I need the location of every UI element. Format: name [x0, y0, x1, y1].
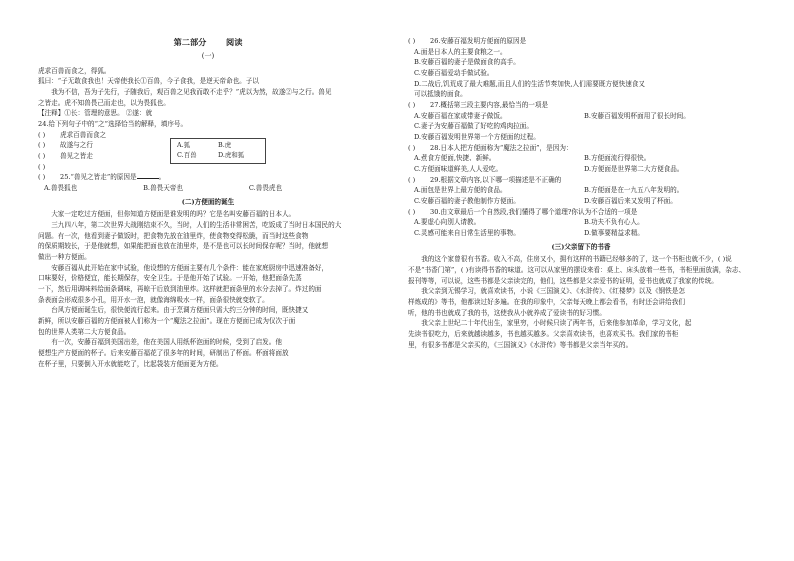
box-option: A.狐	[177, 140, 191, 149]
q24-item: ( ) 兽见之皆走	[38, 151, 93, 160]
passage-line: 之皆走。虎不知兽畏己而走也，以为畏狐也。	[38, 98, 170, 107]
article-line: 三九四八年，第二次世界大战刚结束不久，当时，人们的生活非常困苦，吃饭成了当时日本国民的大	[51, 221, 342, 230]
q24-items	[38, 130, 378, 173]
article-line: 安藤百福从此开始在家中试验，他设想的方便面主要有几个条件：能在家庭厨房中迅速准备好，	[51, 263, 329, 272]
option: B.安藤百福的妻子是做面食的高手。	[414, 58, 520, 67]
question-24: 24.给下列句子中的“之”选择恰当的解释，填序号。	[38, 119, 188, 128]
answer-paren[interactable]: ( )	[408, 207, 416, 216]
section-three-heading: (三)父亲留下的书香	[551, 242, 611, 251]
answer-blank[interactable]	[137, 172, 159, 179]
option: B.兽畏天帝也	[143, 184, 183, 192]
option: D.做事要精益求精。	[584, 229, 644, 238]
part-name: 阅读	[226, 37, 243, 47]
article-line: 台风方便面诞生后，很快便流行起来。由于烹调方便面只需大约三分钟的时间，既快捷又	[51, 306, 309, 315]
option: A.兽畏狐也	[44, 184, 78, 192]
q24-choice-box	[170, 138, 266, 164]
article-line: 新鲜，所以安藤百福的方便面被人们称为一个“魔法之拉面”。现在方便面已成为仅次于面	[38, 317, 296, 326]
option: C.灵感可能来自日常生活里的事物。	[414, 229, 520, 238]
question-30: ( ) 30.由文章最后一个自然段,我们懂得了哪个道理?你认为不合适的一项是	[408, 207, 638, 216]
option: A.要虚心向别人请教。	[414, 218, 481, 227]
q25-options	[38, 183, 378, 194]
option: B.安藤百福发明杯面用了很长时间。	[584, 111, 690, 120]
article-line: 口味要好，价格便宜，能长期保存，安全卫生。于是他开始了试验。一开始，他把面条先蒸	[38, 274, 302, 283]
left-column	[38, 36, 378, 369]
option: B.方便面流行得很快。	[584, 154, 651, 163]
article-line: 包的世界人类第二大方便食品。	[38, 327, 131, 336]
article-line: 先读书很吃力，后来就越读越多，书也越买越多。父亲喜欢读书，也喜欢买书。我们家的书柜	[408, 330, 679, 339]
passage-line: 我为不信，吾为子先行，子随我后，观百兽之见我而敢不走乎？”虎以为然，故遂②与之行。兽见	[51, 87, 332, 96]
article-line: 不是“书香门第”，( )有读得书香的味道。这可以从家里的摆设来看：桌上、床头放着一些书，书柜里面放满，杂志、	[408, 266, 746, 275]
option: D.方便面是世界第二大方便食品。	[584, 165, 684, 174]
answer-paren[interactable]: ( )	[408, 101, 416, 110]
q29-options	[408, 185, 754, 206]
article-line: 一下，然后用调味料给面条调味，再晾干后放到油里炸。这样就把面条里的水分去掉了。炸过的面	[38, 285, 322, 294]
option: A.安藤百福在家或带妻子做饭。	[414, 111, 507, 120]
q24-item: ( ) 虎求百兽而食之	[38, 130, 107, 139]
option: A.面包是世界上最方便的食品。	[414, 186, 507, 195]
answer-paren[interactable]: ( )	[38, 141, 46, 150]
q24-item: ( ) 故遂与之行	[38, 141, 93, 150]
option: C.方便面味道鲜美,人人爱吃。	[414, 165, 503, 174]
answer-paren[interactable]: ( )	[408, 175, 416, 184]
article-line: 里，有很多书都是父亲买的，《三国演义》《水浒传》等书都是父亲当年买的。	[408, 340, 633, 349]
section-one-heading: (一)	[201, 52, 215, 61]
article-line: 做出一种方便面。	[38, 253, 91, 262]
option: B.方便面是在一九五八年发明的。	[584, 186, 684, 195]
answer-paren[interactable]: ( )	[38, 151, 46, 160]
option: C.妻子为安藤百福做了好吃的鸡肉拉面。	[414, 122, 533, 131]
answer-paren[interactable]: ( )	[408, 143, 416, 152]
option: D.二战后,饥荒成了最大难题,而且人们的生活节奏加快,人们需要既方便快速食又	[414, 79, 646, 88]
answer-paren[interactable]: ( )	[408, 37, 416, 45]
article-line: 在杯子里，只要倒入开水就能吃了，比起袋装方便面更为方便。	[38, 359, 223, 368]
article-line: 问题。有一次，他看到妻子做饭时，把食物先放在油里炸，使食物变得松脆，而当时这些食物	[38, 231, 309, 240]
question-26: ( ) 26.安藤百福发明方便面的原因是	[408, 37, 527, 45]
q27-options	[408, 111, 754, 122]
article-line: 我父亲到无锡学习，就喜欢读书，小说《三国演义》、《水浒传》、《红楼梦》以及《钢铁是怎	[421, 287, 685, 296]
answer-paren[interactable]: ( )	[38, 130, 46, 139]
option: A.面是日本人的主要食粮之一。	[414, 47, 507, 56]
question-29: ( ) 29.根据文章内容,以下哪一项描述是不正确的	[408, 175, 562, 184]
annotation-note: 【注释】①长：管理的意思。 ②遂：就	[38, 109, 153, 118]
part-title	[38, 36, 378, 49]
option: A.煮食方便面,快捷、新鲜。	[414, 154, 496, 163]
passage-line: 虎求百兽而食之，得狐。	[38, 66, 111, 75]
option: C.安藤百福爱动手做试验。	[414, 69, 494, 78]
option: 可以抵饿的面食。	[414, 90, 467, 99]
q30-options	[408, 217, 754, 238]
article-line: 样炼成的》等书，他都读过好多遍。在我的印象中，父亲每天晚上都会看书，有时还会讲给我们	[408, 298, 685, 307]
article-line: 我的这个家曾很有书香。收入不高，住房又小，拥有这样的书籍已经够多的了，这一个书柜也就不少，( )说	[421, 255, 732, 264]
option: D.安藤百福后来又发明了杯面。	[584, 197, 677, 206]
article-line: 报刊等等，可以说，这些书都是父亲读完的，他们，这些都是父亲爱书的证明，爱书也就成了我家的传统。	[408, 276, 718, 285]
article-line: 便想生产方便面的杯子。后来安藤百福花了很多年的时间，研制出了杯面。杯面将面放	[38, 349, 289, 358]
question-25: ( ) 25.“兽见之皆走”的原因是 。	[38, 173, 166, 182]
option: C.兽畏虎也	[248, 184, 283, 192]
article-line: 的保质期较长，于是他就想，如果能把面也放在油里炸，是不是也可以长时间保存呢？当时，他就想	[38, 242, 329, 251]
article-line: 大家一定吃过方便面，但你知道方便面是谁发明的吗？它是名叫安藤百福的日本人。	[51, 210, 296, 219]
option: C.安藤百福的妻子教他制作方便面。	[414, 197, 520, 206]
box-option: C.百兽	[177, 150, 197, 159]
option: B.功夫不负有心人。	[584, 218, 644, 227]
part-label: 第二部分	[173, 37, 207, 47]
option: D.安藤百福发明世界第一个方便面的过程。	[414, 133, 540, 142]
article-line: 条表面会形成很多小孔，用开水一泡，就像海绵吸水一样，面条很快就变软了。	[38, 295, 269, 304]
answer-paren[interactable]: ( )	[38, 162, 46, 171]
box-option: B.虎	[218, 140, 232, 149]
article-line: 听，他的书也就成了我的书，这使我从小就养成了爱读书的好习惯。	[408, 308, 606, 317]
passage-line: 狐曰：“子无敢食我也！天帝使我长①百兽，今子食我，是逆天帝命也。子以	[38, 77, 259, 86]
right-column	[408, 36, 754, 350]
question-28: ( ) 28.日本人把方便面称为“魔法之拉面”，是因为：	[408, 143, 573, 152]
article-line: 我父亲上世纪二十年代出生，家里穷，小时候只读了两年书，后来他参加革命，学习文化，起	[421, 319, 692, 328]
article-line: 有一次，安藤百福到美国出差，他在美国人用纸杯泡面的时候，受到了启发。他	[51, 338, 282, 347]
section-two-heading: (二)方便面的诞生	[181, 197, 235, 206]
question-27: ( ) 27.概括第三段主要内容,最恰当的一项是	[408, 101, 549, 110]
box-option: D.虎和狐	[218, 150, 245, 159]
answer-paren[interactable]: ( )	[38, 173, 46, 182]
q28-options	[408, 153, 754, 174]
